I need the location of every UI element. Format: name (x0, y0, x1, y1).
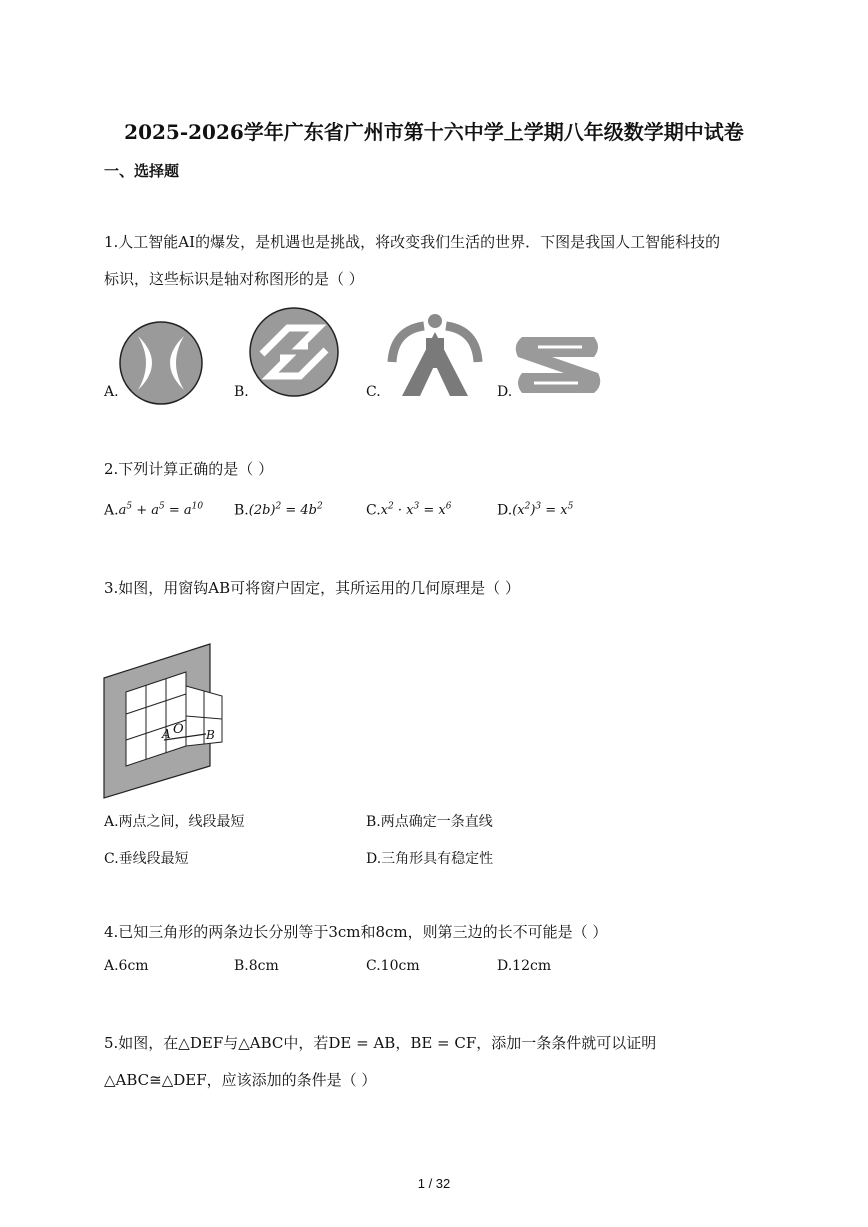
q2-option-a-label: A. (104, 502, 119, 519)
q2-option-b-label: B. (234, 502, 249, 519)
logo-b-icon (248, 306, 340, 398)
q2-option-c: $C.x^2 \cdot x^3 = x^6$ (366, 502, 452, 519)
page-title: 2025-2026学年广东省广州市第十六中学上学期八年级数学期中试卷 (124, 120, 744, 144)
q1-line2: 标识，这些标识是轴对称图形的是（ ） (104, 270, 364, 288)
logo-a-icon (118, 320, 204, 406)
q4-option-c: C.10cm (366, 958, 420, 974)
q4-stem: 4.已知三角形的两条边长分别等于3cm和8cm，则第三边的长不可能是（ ） (104, 923, 608, 941)
q3-option-b: B.两点确定一条直线 (366, 814, 493, 830)
q5-line1: 5.如图，在△DEF与△ABC中，若DE = AB，BE = CF，添加一条条件就可以证明 (104, 1034, 657, 1052)
q1-option-a: A. (104, 384, 119, 400)
q2-option-a: $A.a^5 + a^5 = a^{10}$ (104, 502, 204, 519)
q3-option-d: D.三角形具有稳定性 (366, 851, 494, 867)
q2-option-d-label: D. (497, 502, 513, 519)
page-number: 1 / 32 (417, 1176, 451, 1191)
q2-stem: 2.下列计算正确的是（ ） (104, 460, 274, 478)
q2-option-d: $D.(x^2)^3 = x^5$ (497, 502, 574, 519)
q3-label-b: B (206, 728, 215, 742)
q1-option-d: D. (497, 384, 513, 400)
q4-option-a: A.6cm (104, 958, 149, 974)
q2-option-c-label: C. (366, 502, 381, 519)
logo-d-icon (512, 333, 604, 397)
q3-option-c: C.垂线段最短 (104, 851, 189, 867)
window-hook-figure (102, 642, 232, 800)
q3-label-a: A (162, 727, 171, 741)
q4-option-b: B.8cm (234, 958, 279, 974)
q1-line1: 1.人工智能AI的爆发，是机遇也是挑战，将改变我们生活的世界．下图是我国人工智能科技的 (104, 233, 721, 251)
q3-option-a: A.两点之间，线段最短 (104, 814, 245, 830)
q5-line2: △ABC≅△DEF，应该添加的条件是（ ） (104, 1071, 377, 1089)
q1-option-b: B. (234, 384, 249, 400)
q2-option-b: $B.(2b)^2 = 4b^2$ (234, 502, 323, 519)
q4-option-d: D.12cm (497, 958, 552, 974)
logo-c-icon (384, 312, 486, 396)
q3-label-o: O (173, 722, 184, 737)
section-heading: 一、选择题 (104, 162, 180, 180)
q1-option-c: C. (366, 384, 381, 400)
q3-stem: 3.如图，用窗钩AB可将窗户固定，其所运用的几何原理是（ ） (104, 579, 520, 597)
